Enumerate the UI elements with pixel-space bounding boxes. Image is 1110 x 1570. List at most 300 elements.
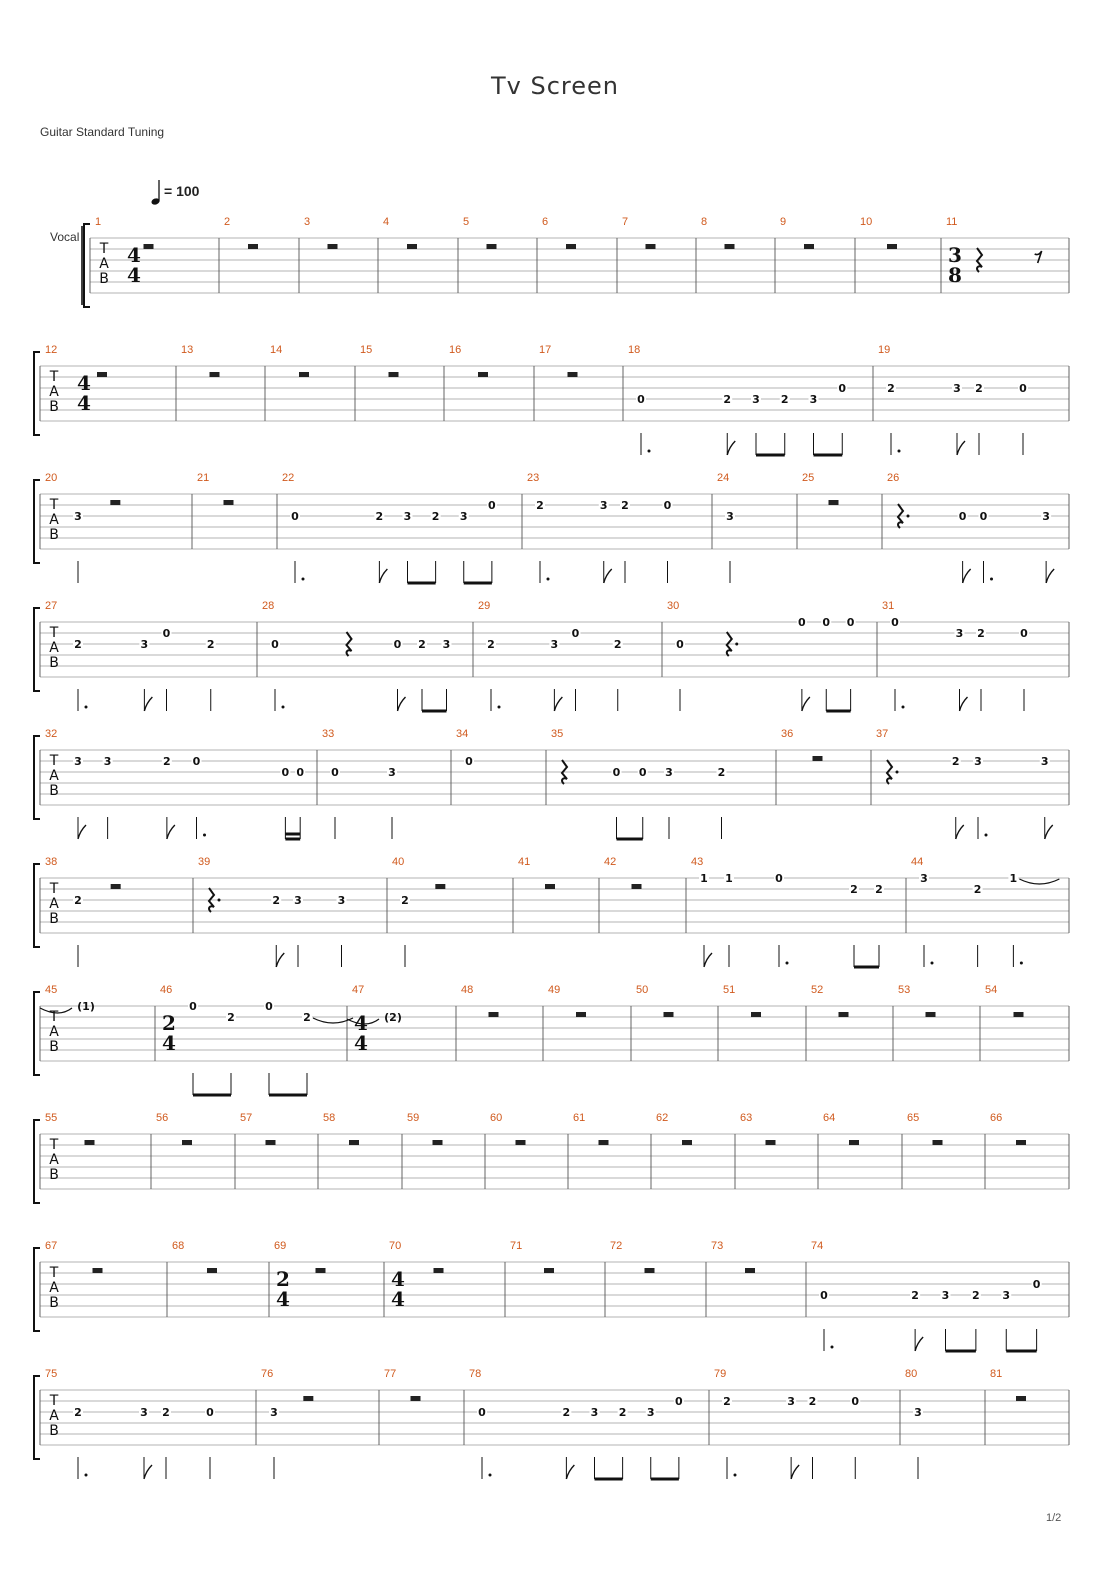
fret-number: 2	[562, 1406, 571, 1419]
time-signature-bottom: 4	[391, 1287, 405, 1311]
measure-number: 57	[240, 1112, 253, 1124]
fret-number: 3	[914, 1406, 922, 1419]
note-dot	[898, 450, 901, 453]
fret-number: 3	[459, 510, 468, 523]
fret-number: 2	[618, 1406, 627, 1419]
fret-number: 0	[162, 627, 171, 640]
measure-number: 45	[45, 984, 58, 996]
fret-number: 0	[612, 766, 621, 779]
tab-clef-letter: A	[49, 896, 59, 912]
half-rest	[664, 1012, 674, 1017]
fret-number: 0	[851, 1395, 860, 1408]
measure-number: 66	[990, 1112, 1003, 1124]
half-rest	[804, 244, 814, 249]
fret-number: 0	[271, 638, 279, 651]
measure-number: 43	[691, 856, 704, 868]
tab-clef-letter: T	[49, 625, 59, 641]
measure-number: 21	[197, 472, 210, 484]
tab-system	[34, 472, 1069, 583]
fret-number: 3	[140, 638, 149, 651]
tab-clef-letter: T	[49, 753, 59, 769]
fret-number: 2	[74, 638, 82, 651]
time-signature-bottom: 4	[162, 1031, 176, 1055]
half-rest	[576, 1012, 586, 1017]
fret-number: 0	[189, 1000, 197, 1013]
half-rest	[887, 244, 897, 249]
rest-dot	[218, 899, 221, 902]
measure-number: 16	[449, 344, 462, 356]
time-signature-bottom: 4	[127, 263, 141, 287]
measure-number: 19	[878, 344, 891, 356]
note-flag	[379, 569, 387, 583]
tab-clef-letter: B	[49, 399, 59, 415]
measure-number: 68	[172, 1240, 185, 1252]
half-rest	[544, 1268, 554, 1273]
measure-number: 10	[860, 216, 873, 228]
fret-number: 0	[638, 766, 647, 779]
time-signature-bottom: 4	[276, 1287, 290, 1311]
fret-number: 2	[717, 766, 726, 779]
fret-number: 0	[488, 499, 496, 512]
note-flag	[78, 825, 86, 839]
fret-number: 0	[838, 382, 847, 395]
fret-number: 0	[1020, 627, 1028, 640]
measure-number: 6	[542, 216, 549, 228]
system-bracket	[34, 480, 40, 563]
fret-number: 3	[550, 638, 559, 651]
fret-number: 0	[571, 627, 580, 640]
fret-number: 3	[809, 393, 818, 406]
tab-system	[34, 600, 1069, 711]
measure-number: 72	[610, 1240, 623, 1252]
fret-number: 3	[941, 1289, 950, 1302]
half-rest	[349, 1140, 359, 1145]
half-rest	[299, 372, 309, 377]
measure-number: 37	[876, 728, 889, 740]
note-dot	[203, 834, 206, 837]
fret-number: 2	[951, 755, 960, 768]
note-dot	[648, 450, 651, 453]
measure-number: 78	[469, 1368, 482, 1380]
fret-number: 2	[723, 1395, 731, 1408]
half-rest	[224, 500, 234, 505]
tab-clef-letter: T	[49, 1009, 59, 1025]
measure-number: 39	[198, 856, 211, 868]
rest-dot	[896, 771, 899, 774]
time-signature-top: 4	[127, 243, 141, 267]
note-flag	[566, 1465, 574, 1479]
fret-number: 3	[974, 755, 982, 768]
measure-number: 20	[45, 472, 58, 484]
measure-number: 74	[811, 1240, 824, 1252]
fret-number: 0	[822, 616, 831, 629]
note-flag	[604, 569, 612, 583]
note-flag	[963, 569, 971, 583]
score-title: Tv Screen	[490, 72, 619, 100]
tab-clef-letter: A	[49, 1024, 59, 1040]
fret-number: 0	[478, 1406, 486, 1419]
fret-number: 2	[401, 894, 409, 907]
half-rest	[97, 372, 107, 377]
measure-number: 77	[384, 1368, 397, 1380]
time-signature-bottom: 4	[354, 1031, 368, 1055]
note-flag	[802, 697, 810, 711]
instrument-label: Vocal	[50, 230, 80, 244]
tab-clef-letter: A	[49, 1280, 59, 1296]
fret-number: 2	[972, 1289, 980, 1302]
system-bracket	[34, 1376, 40, 1459]
fret-number: 3	[270, 1406, 278, 1419]
fret-number: 3	[590, 1406, 599, 1419]
time-signature-top: 4	[354, 1011, 368, 1035]
measure-number: 80	[905, 1368, 918, 1380]
measure-number: 54	[985, 984, 998, 996]
fret-number: 3	[403, 510, 412, 523]
half-rest	[1016, 1140, 1026, 1145]
tab-system	[34, 344, 1069, 455]
time-signature-top: 2	[162, 1011, 176, 1035]
tab-clef-letter: A	[49, 384, 59, 400]
system-bracket	[34, 992, 40, 1075]
half-rest	[435, 884, 445, 889]
tab-clef-letter: B	[49, 527, 59, 543]
note-flag	[1045, 825, 1053, 839]
fret-number: 2	[887, 382, 895, 395]
tab-clef-letter: T	[49, 369, 59, 385]
fret-number: 1	[1009, 872, 1018, 885]
half-rest	[1016, 1396, 1026, 1401]
half-rest	[566, 244, 576, 249]
tab-clef-letter: B	[49, 655, 59, 671]
measure-number: 81	[990, 1368, 1003, 1380]
note-dot	[547, 578, 550, 581]
fret-number: 3	[1040, 755, 1049, 768]
fret-number: 2	[875, 883, 883, 896]
tab-system	[34, 1368, 1069, 1479]
fret-number: 3	[140, 1406, 148, 1419]
measure-number: 32	[45, 728, 58, 740]
system-bracket	[34, 1120, 40, 1203]
note-dot	[831, 1346, 834, 1349]
fret-number: 3	[953, 382, 961, 395]
half-rest	[926, 1012, 936, 1017]
time-signature-top: 3	[948, 243, 962, 267]
measure-number: 48	[461, 984, 474, 996]
fret-number: 3	[920, 872, 928, 885]
half-rest	[813, 756, 823, 761]
note-flag	[398, 697, 406, 711]
measure-number: 12	[45, 344, 58, 356]
measure-number: 65	[907, 1112, 920, 1124]
fret-number: 0	[1032, 1278, 1041, 1291]
note-flag	[276, 953, 284, 967]
note-dot	[85, 1474, 88, 1477]
fret-number: 3	[955, 627, 964, 640]
note-dot	[489, 1474, 492, 1477]
half-rest	[389, 372, 399, 377]
half-rest	[516, 1140, 526, 1145]
half-rest	[85, 1140, 95, 1145]
note-dot	[85, 706, 88, 709]
fret-number: 3	[787, 1395, 795, 1408]
measure-number: 42	[604, 856, 617, 868]
tab-system	[34, 1240, 1069, 1351]
note-flag	[144, 697, 152, 711]
tab-clef-letter: B	[49, 783, 59, 799]
measure-number: 40	[392, 856, 405, 868]
half-rest	[328, 244, 338, 249]
fret-number: 2	[536, 499, 544, 512]
measure-number: 71	[510, 1240, 523, 1252]
page-number: 1/2	[1046, 1512, 1062, 1524]
tab-system	[34, 984, 1069, 1095]
measure-number: 13	[181, 344, 194, 356]
fret-number: 3	[646, 1406, 655, 1419]
tab-clef-letter: A	[49, 640, 59, 656]
tab-clef-letter: T	[49, 1137, 59, 1153]
measure-number: 3	[304, 216, 311, 228]
system-bracket	[34, 864, 40, 947]
fret-number: 3	[442, 638, 451, 651]
fret-number: 3	[752, 393, 760, 406]
fret-number: 2	[418, 638, 426, 651]
half-rest	[487, 244, 497, 249]
rest-dot	[735, 643, 738, 646]
half-rest	[478, 372, 488, 377]
half-rest	[839, 1012, 849, 1017]
measure-number: 50	[636, 984, 649, 996]
note-flag	[915, 1337, 923, 1351]
measure-number: 15	[360, 344, 373, 356]
half-rest	[646, 244, 656, 249]
fret-number: 2	[911, 1289, 919, 1302]
time-signature-top: 4	[77, 371, 91, 395]
fret-number: 2	[206, 638, 215, 651]
fret-number: 2	[227, 1011, 235, 1024]
measure-number: 30	[667, 600, 680, 612]
tab-clef-letter: B	[49, 1295, 59, 1311]
fret-number: 1	[700, 872, 708, 885]
fret-number: 0	[637, 393, 645, 406]
fret-number: 0	[265, 1000, 273, 1013]
measure-number: 14	[270, 344, 283, 356]
measure-number: 63	[740, 1112, 753, 1124]
note-flag	[727, 441, 735, 455]
fret-number: 2	[808, 1395, 817, 1408]
half-rest	[266, 1140, 276, 1145]
half-rest	[210, 372, 220, 377]
half-rest	[248, 244, 258, 249]
half-rest	[316, 1268, 326, 1273]
measure-number: 44	[911, 856, 924, 868]
tab-clef-letter: B	[99, 271, 109, 287]
note-flag	[554, 697, 562, 711]
half-rest	[766, 1140, 776, 1145]
fret-number: 0	[979, 510, 988, 523]
note-flag	[144, 1465, 152, 1479]
measure-number: 76	[261, 1368, 274, 1380]
fret-number: 2	[487, 638, 495, 651]
note-flag	[167, 825, 175, 839]
half-rest	[933, 1140, 943, 1145]
measure-number: 35	[551, 728, 564, 740]
measure-number: 49	[548, 984, 561, 996]
fret-number: 3	[337, 894, 346, 907]
note-dot	[931, 962, 934, 965]
note-dot	[498, 706, 501, 709]
tab-clef-letter: T	[99, 241, 109, 257]
fret-number: 0	[846, 616, 855, 629]
measure-number: 28	[262, 600, 275, 612]
note-dot	[302, 578, 305, 581]
measure-number: 67	[45, 1240, 58, 1252]
fret-number: 2	[163, 755, 171, 768]
note-flag	[704, 953, 712, 967]
tie-arc	[1019, 879, 1059, 884]
fret-number: 0	[958, 510, 967, 523]
measure-number: 4	[383, 216, 390, 228]
tab-system	[34, 728, 1069, 839]
measure-number: 5	[463, 216, 470, 228]
fret-number: 0	[820, 1289, 828, 1302]
fret-number: 2	[431, 510, 440, 523]
tab-clef-letter: B	[49, 1167, 59, 1183]
tuning-label: Guitar Standard Tuning	[40, 125, 165, 139]
fret-number: 2	[977, 627, 985, 640]
tab-system	[34, 856, 1069, 967]
measure-number: 2	[224, 216, 231, 228]
half-rest	[645, 1268, 655, 1273]
fret-number: 0	[465, 755, 473, 768]
measure-number: 79	[714, 1368, 727, 1380]
half-rest	[1014, 1012, 1024, 1017]
system-bracket	[34, 1248, 40, 1331]
note-flag	[791, 1465, 799, 1479]
measure-number: 17	[539, 344, 552, 356]
note-dot	[282, 706, 285, 709]
half-rest	[568, 372, 578, 377]
measure-number: 24	[717, 472, 730, 484]
measure-number: 46	[160, 984, 173, 996]
measure-number: 61	[573, 1112, 586, 1124]
tied-fret-number: (2)	[384, 1011, 402, 1024]
note-dot	[990, 578, 993, 581]
measure-number: 8	[701, 216, 708, 228]
half-rest	[433, 1140, 443, 1145]
tab-clef-letter: T	[49, 1265, 59, 1281]
time-signature-bottom: 4	[77, 391, 91, 415]
fret-number: 0	[281, 766, 290, 779]
measure-number: 34	[456, 728, 469, 740]
time-signature-top: 4	[391, 1267, 405, 1291]
half-rest	[599, 1140, 609, 1145]
fret-number: 3	[1002, 1289, 1011, 1302]
measure-number: 73	[711, 1240, 724, 1252]
fret-number: 0	[296, 766, 305, 779]
fret-number: 0	[393, 638, 402, 651]
measure-number: 29	[478, 600, 491, 612]
tied-fret-number: (1)	[77, 1000, 95, 1013]
fret-number: 2	[723, 393, 732, 406]
measure-number: 56	[156, 1112, 169, 1124]
measure-number: 1	[95, 216, 102, 228]
measure-number: 11	[946, 216, 958, 228]
note-dot	[734, 1474, 737, 1477]
system-bracket	[34, 352, 40, 435]
fret-number: 3	[599, 499, 608, 512]
note-dot	[1020, 962, 1023, 965]
rest-dot	[907, 515, 910, 518]
half-rest	[411, 1396, 421, 1401]
fret-number: 2	[975, 382, 983, 395]
measure-number: 18	[628, 344, 641, 356]
measure-number: 62	[656, 1112, 669, 1124]
fret-number: 2	[74, 894, 82, 907]
fret-number: 0	[1019, 382, 1027, 395]
note-dot	[786, 962, 789, 965]
fret-number: 3	[726, 510, 734, 523]
half-rest	[545, 884, 555, 889]
fret-number: 2	[850, 883, 858, 896]
tab-clef-letter: T	[49, 1393, 59, 1409]
fret-number: 2	[621, 499, 629, 512]
measure-number: 9	[780, 216, 787, 228]
fret-number: 3	[74, 510, 82, 523]
half-rest	[182, 1140, 192, 1145]
fret-number: 2	[973, 883, 982, 896]
fret-number: 2	[162, 1406, 170, 1419]
fret-number: 3	[103, 755, 112, 768]
fret-number: 2	[780, 393, 789, 406]
half-rest	[751, 1012, 761, 1017]
fret-number: 0	[798, 616, 806, 629]
fret-number: 0	[663, 499, 672, 512]
measure-number: 69	[274, 1240, 287, 1252]
half-rest	[207, 1268, 217, 1273]
fret-number: 0	[206, 1406, 214, 1419]
system-bracket	[34, 608, 40, 691]
fret-number: 0	[676, 638, 684, 651]
fret-number: 0	[291, 510, 299, 523]
measure-number: 70	[389, 1240, 402, 1252]
half-rest	[110, 500, 120, 505]
measure-number: 38	[45, 856, 58, 868]
half-rest	[489, 1012, 499, 1017]
half-rest	[682, 1140, 692, 1145]
measure-number: 75	[45, 1368, 58, 1380]
tab-clef-letter: A	[49, 768, 59, 784]
tab-clef-letter: A	[49, 512, 59, 528]
measure-number: 55	[45, 1112, 58, 1124]
measure-number: 31	[882, 600, 895, 612]
fret-number: 1	[725, 872, 733, 885]
fret-number: 3	[665, 766, 673, 779]
system-bracket	[84, 224, 90, 307]
eighth-rest	[1035, 251, 1042, 263]
measure-number: 59	[407, 1112, 420, 1124]
tab-clef-letter: T	[49, 497, 59, 513]
fret-number: 0	[675, 1395, 683, 1408]
half-rest	[632, 884, 642, 889]
half-rest	[725, 244, 735, 249]
half-rest	[111, 884, 121, 889]
measure-number: 58	[323, 1112, 336, 1124]
half-rest	[144, 244, 154, 249]
tab-clef-letter: B	[49, 1423, 59, 1439]
half-rest	[829, 500, 839, 505]
measure-number: 7	[622, 216, 629, 228]
time-signature-top: 2	[276, 1267, 290, 1291]
